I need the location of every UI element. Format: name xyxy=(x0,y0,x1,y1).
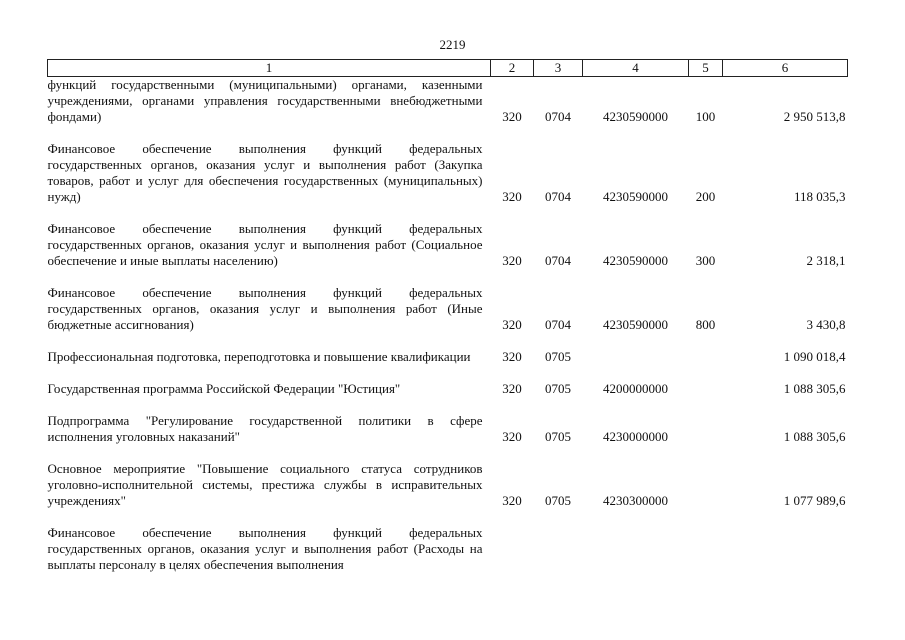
page-number: 2219 xyxy=(439,37,466,52)
table-row xyxy=(48,399,848,447)
table-row xyxy=(48,127,848,207)
budget-table xyxy=(47,59,848,575)
row-amount: 1 088 305,6 xyxy=(783,381,846,396)
row-code-col3: 0705 xyxy=(545,429,571,444)
row-code-col5: 300 xyxy=(695,253,716,268)
row-code-col3: 0705 xyxy=(545,349,571,364)
table-row xyxy=(48,511,848,575)
row-code-col4: 4200000000 xyxy=(603,381,668,396)
row-code-col5: 800 xyxy=(695,317,716,332)
table-row xyxy=(48,447,848,511)
row-code-col4: 4230300000 xyxy=(603,493,668,508)
column-number-header xyxy=(48,60,848,77)
row-code-col2 xyxy=(491,511,534,575)
row-description: функций государственными (муниципальными) органами, казенными учреждениями, органами управления государственными внебюджетными фондами) xyxy=(47,77,483,124)
row-description: Финансовое обеспечение выполнения функций федеральных государственных органов, оказания услуг и выполнения работ (Расходы на выплаты персоналу в целях обеспечения выполнения xyxy=(47,525,483,572)
row-description: Финансовое обеспечение выполнения функций федеральных государственных органов, оказания услуг и выполнения работ (Социальное обеспечение и иные выплаты населению) xyxy=(47,221,483,268)
row-amount: 2 318,1 xyxy=(806,253,846,268)
row-code-col4: 4230590000 xyxy=(603,189,668,204)
row-code-col2: 320 xyxy=(502,317,522,332)
row-code-col3: 0704 xyxy=(545,253,571,268)
table-row xyxy=(48,77,848,128)
row-code-col4: 4230590000 xyxy=(603,109,668,124)
table-row xyxy=(48,207,848,271)
row-code-col2: 320 xyxy=(502,381,522,396)
row-code-col3: 0704 xyxy=(545,109,571,124)
row-code-col2: 320 xyxy=(502,429,522,444)
row-code-col5 xyxy=(689,447,723,511)
row-code-col5: 100 xyxy=(695,109,716,124)
row-code-col3: 0704 xyxy=(545,189,571,204)
column-header-5: 5 xyxy=(689,60,723,77)
row-amount xyxy=(723,511,848,575)
row-code-col4: 4230000000 xyxy=(603,429,668,444)
row-description: Подпрограмма "Регулирование государственной политики в сфере исполнения уголовных наказаний" xyxy=(47,413,483,444)
row-amount: 1 090 018,4 xyxy=(783,349,846,364)
row-code-col2: 320 xyxy=(502,109,522,124)
column-header-1: 1 xyxy=(48,60,491,77)
row-code-col4: 4230590000 xyxy=(603,253,668,268)
row-code-col2: 320 xyxy=(502,189,522,204)
row-code-col4 xyxy=(583,511,689,575)
row-code-col2: 320 xyxy=(502,349,522,364)
table-row xyxy=(48,367,848,399)
row-code-col5 xyxy=(689,511,723,575)
table-row xyxy=(48,335,848,367)
row-description: Основное мероприятие "Повышение социального статуса сотрудников уголовно-исполнительной системы, престижа службы в исправительных учреждениях" xyxy=(47,461,483,508)
row-amount: 2 950 513,8 xyxy=(783,109,846,124)
column-header-2: 2 xyxy=(491,60,534,77)
row-code-col3: 0704 xyxy=(545,317,571,332)
column-header-4: 4 xyxy=(583,60,689,77)
row-code-col3: 0705 xyxy=(545,381,571,396)
column-header-3: 3 xyxy=(534,60,583,77)
row-code-col3: 0705 xyxy=(545,493,571,508)
row-amount: 118 035,3 xyxy=(793,189,846,204)
row-description: Профессиональная подготовка, переподготовка и повышение квалификации xyxy=(47,349,471,364)
row-code-col3 xyxy=(534,511,583,575)
row-code-col5 xyxy=(689,399,723,447)
row-amount: 3 430,8 xyxy=(806,317,846,332)
row-code-col2: 320 xyxy=(502,493,522,508)
row-code-col5: 200 xyxy=(695,189,716,204)
row-description: Финансовое обеспечение выполнения функций федеральных государственных органов, оказания услуг и выполнения работ (Закупка товаров, работ и услуг для обеспечения государственных (муниципальных) нужд) xyxy=(47,141,483,204)
row-code-col2: 320 xyxy=(502,253,522,268)
column-header-6: 6 xyxy=(723,60,848,77)
row-amount: 1 077 989,6 xyxy=(783,493,846,508)
row-code-col5 xyxy=(689,335,723,367)
row-code-col4 xyxy=(583,335,689,367)
row-description: Государственная программа Российской Федерации "Юстиция" xyxy=(47,381,401,396)
row-code-col4: 4230590000 xyxy=(603,317,668,332)
row-code-col5 xyxy=(689,367,723,399)
row-description: Финансовое обеспечение выполнения функций федеральных государственных органов, оказания услуг и выполнения работ (Иные бюджетные ассигнования) xyxy=(47,285,483,332)
row-amount: 1 088 305,6 xyxy=(783,429,846,444)
table-row xyxy=(48,271,848,335)
